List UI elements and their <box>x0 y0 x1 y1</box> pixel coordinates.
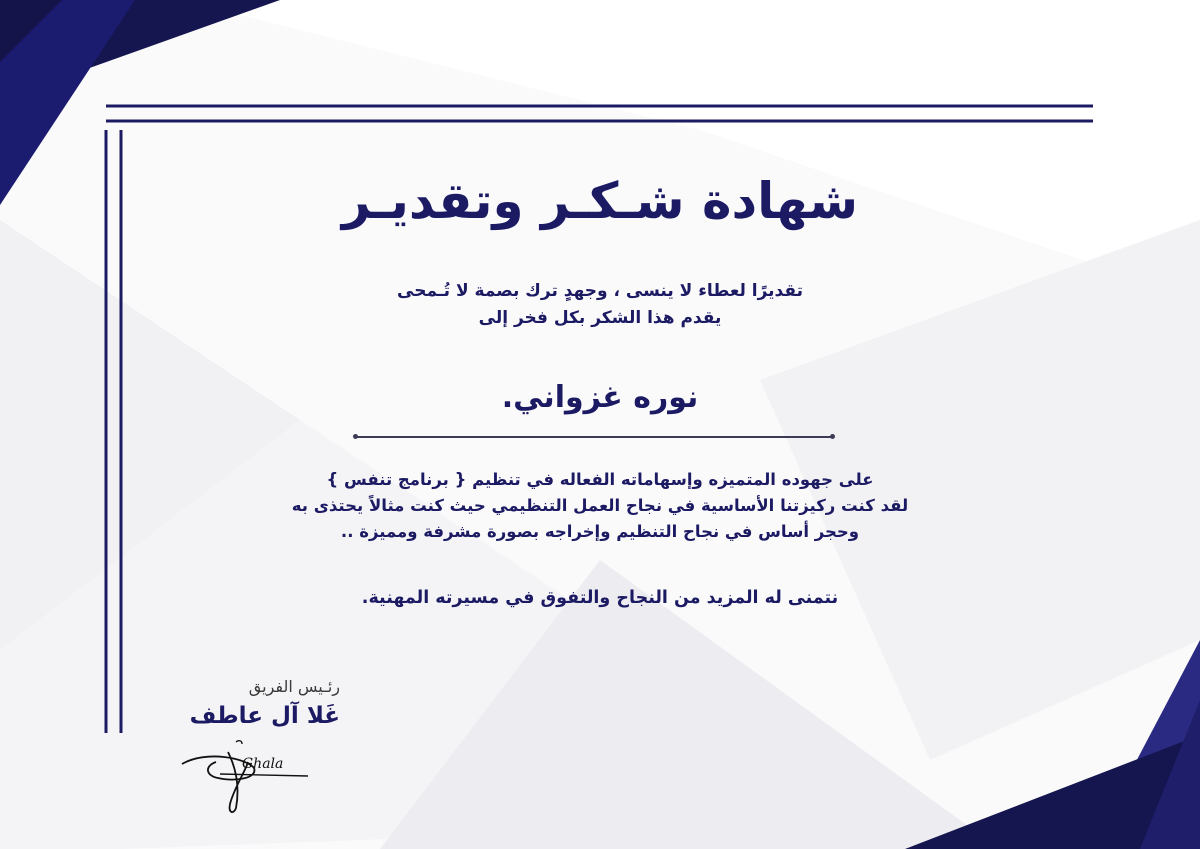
closing-wish: نتمنى له المزيد من النجاح والتفوق في مسيرته المهنية. <box>361 588 839 608</box>
signatory-name: غَلا آل عاطف <box>189 703 340 729</box>
intro-line-1: تقديرًا لعطاء لا ينسى ، وجهدٍ ترك بصمة لا تُـمحى <box>397 281 803 301</box>
certificate-title: شهادة شـكـر وتقديـر <box>341 172 859 230</box>
bg-facet-top <box>180 0 1200 300</box>
signatory-role: رئـيس الفريق <box>248 677 340 696</box>
body-line-2: لقد كنت ركيزتنا الأساسية في نجاح العمل التنظيمي حيث كنت مثالاً يحتذى به <box>291 496 909 515</box>
recipient-underline <box>356 436 832 438</box>
svg-text:Ghala: Ghala <box>242 756 284 772</box>
intro-line-2: يقدم هذا الشكر بكل فخر إلى <box>478 308 722 328</box>
handwritten-signature <box>176 738 316 818</box>
body-line-3: وحجر أساس في نجاح التنظيم وإخراجه بصورة مشرفة ومميزة .. <box>340 522 860 541</box>
certificate-body <box>200 467 1000 545</box>
body-line-1: على جهوده المتميزه وإسهاماته الفعاله في تنظيم { برنامج تنفس } <box>326 470 874 489</box>
recipient-name: نوره غزواني. <box>501 380 699 415</box>
certificate-intro <box>300 278 900 332</box>
